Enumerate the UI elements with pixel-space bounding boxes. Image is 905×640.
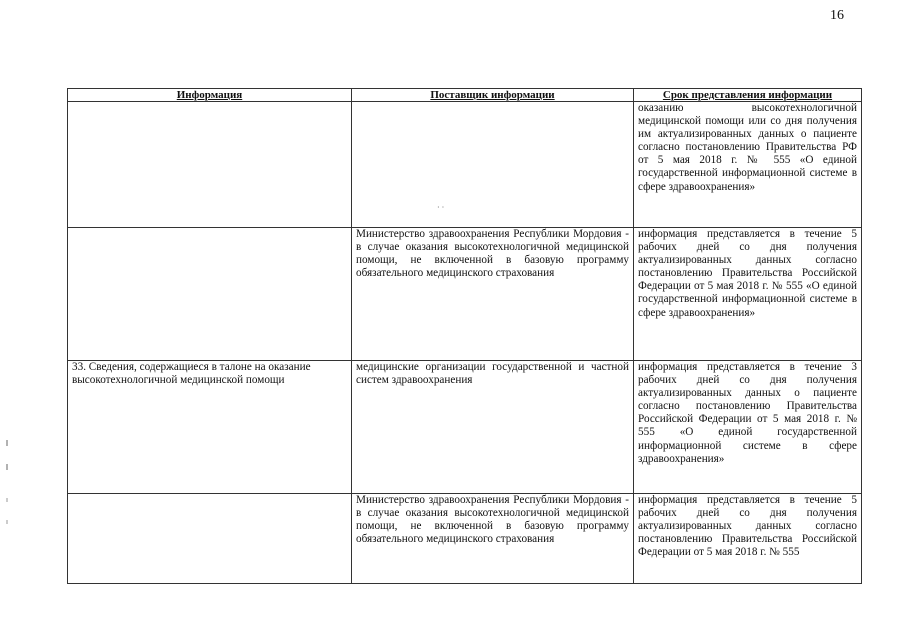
cell-information — [68, 494, 352, 584]
cell-provider: медицинские организации государственной и частной систем здравоохранения — [352, 361, 634, 494]
cell-provider: Министерство здравоохранения Республики Мордовия - в случае оказания высокотехнологичной медицинской помощи, не включенной в базовую программу обязательного медицинского страхования — [352, 494, 634, 584]
table-header-row — [68, 89, 862, 102]
cell-information — [68, 102, 352, 228]
cell-provider — [352, 102, 634, 228]
cell-provider: Министерство здравоохранения Республики Мордовия - в случае оказания высокотехнологичной медицинской помощи, не включенной в базовую программу обязательного медицинского страхования — [352, 228, 634, 361]
information-table — [67, 88, 862, 584]
header-deadline: Срок представления информации — [634, 89, 862, 102]
cell-deadline: информация представляется в течение 5 рабочих дней со дня получения актуализированных данных согласно постановлению Правительства Российской Федерации от 5 мая 2018 г. № 555 — [634, 494, 862, 584]
table-row — [68, 361, 862, 494]
cell-deadline: информация представляется в течение 3 рабочих дней со дня получения актуализированных данных о пациенте согласно постановлению Правительства Российской Федерации от 5 мая 2018 г. № 555 «О единой государственной информационной системе в сфере здравоохранения» — [634, 361, 862, 494]
scan-margin-marks — [4, 440, 10, 530]
page-number: 16 — [830, 8, 844, 23]
header-provider: Поставщик информации — [352, 89, 634, 102]
table-row — [68, 102, 862, 228]
cell-information — [68, 228, 352, 361]
table-row — [68, 228, 862, 361]
cell-deadline: информация представляется в течение 5 рабочих дней со дня получения актуализированных данных согласно постановлению Правительства Российской Федерации от 5 мая 2018 г. № 555 «О единой государственной информационной системе в сфере здравоохранения» — [634, 228, 862, 361]
header-information: Информация — [68, 89, 352, 102]
scan-artifact: · · — [437, 203, 445, 212]
table-row — [68, 494, 862, 584]
cell-deadline: оказанию высокотехнологичной медицинской помощи или со дня получения им актуализированных данных о пациенте согласно постановлению Правительства РФ от 5 мая 2018 г. № 555 «О единой государственной информационной системе в сфере здравоохранения» — [634, 102, 862, 228]
cell-information: 33. Сведения, содержащиеся в талоне на оказание высокотехнологичной медицинской помощи — [68, 361, 352, 494]
